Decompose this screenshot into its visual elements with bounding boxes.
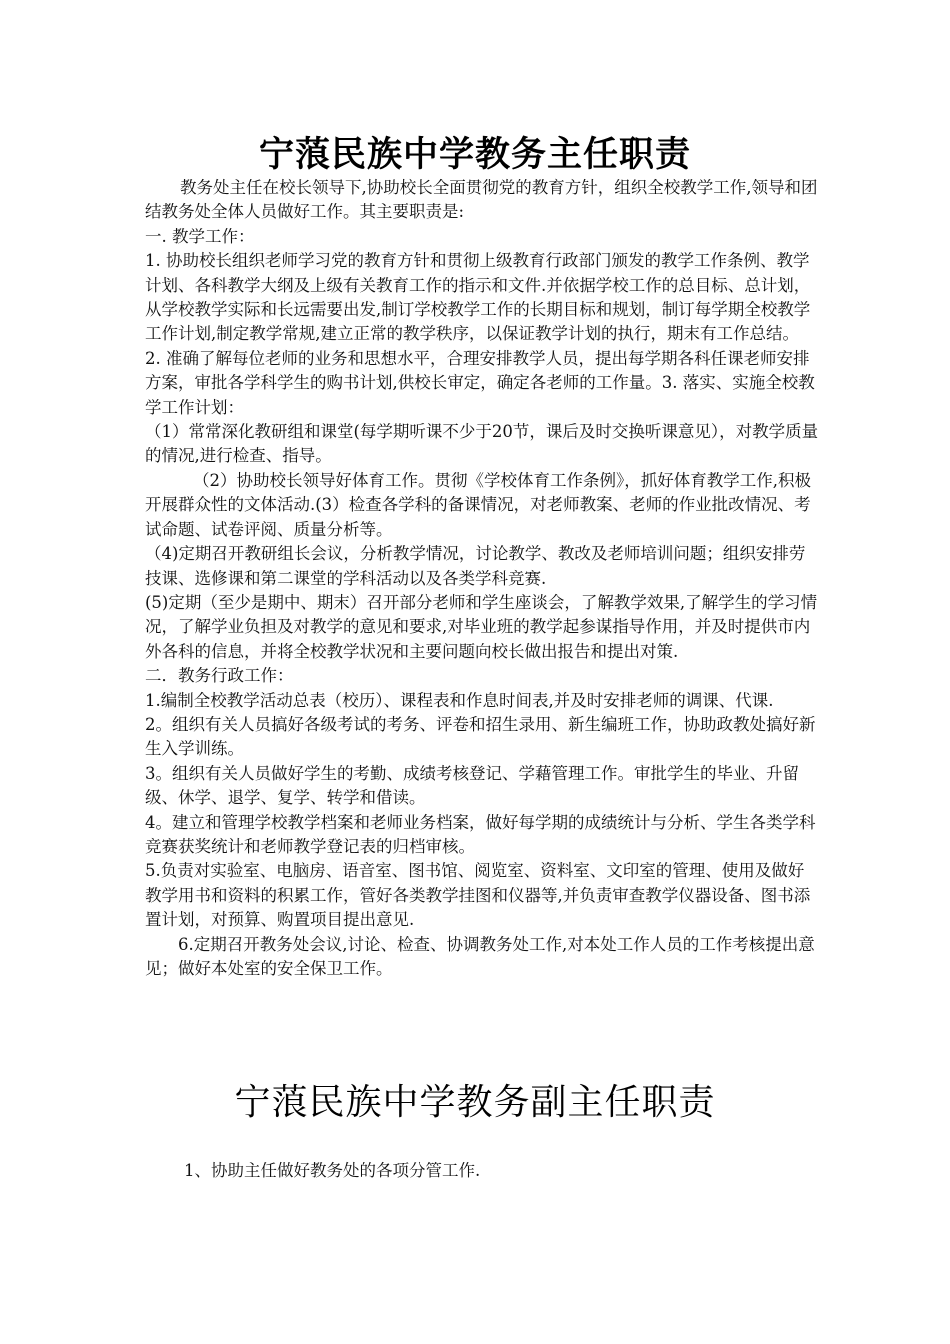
admin-item-2: 2。组织有关人员搞好各级考试的考务、评卷和招生录用、新生编班工作，协助政教处搞好新生入学训练。 bbox=[145, 714, 816, 759]
deputy-item-1: 1、协助主任做好教务处的各项分管工作. bbox=[184, 1161, 481, 1180]
teaching-subitem-5: (5)定期（至少是期中、期末）召开部分老师和学生座谈会，了解教学效果,了解学生的学习情况，了解学业负担及对教学的意见和要求,对毕业班的教学起参谋指导作用，并及时提供市内外各科的信息，并将全校教学状况和主要问题向校长做出报告和提出对策. bbox=[145, 592, 818, 661]
intro-paragraph: 教务处主任在校长领导下,协助校长全面贯彻党的教育方针，组织全校教学工作,领导和团结教务处全体人员做好工作。其主要职责是: bbox=[145, 178, 818, 222]
teaching-subitem-1: （1）常常深化教研组和课堂(每学期听课不少于20节，课后及时交换听课意见），对教学质量的情况,进行检查、指导。 bbox=[145, 422, 819, 466]
section-heading-teaching: 一. 教学工作： bbox=[145, 226, 255, 246]
admin-item-5: 5.负责对实验室、电脑房、语音室、图书馆、阅览室、资料室、文印室的管理、使用及做好教学用书和资料的积累工作，管好各类教学挂图和仪器等,并负责审查教学仪器设备、图书添置计划，对预算、购置项目提出意见. bbox=[145, 861, 811, 930]
teaching-subitem-2: （2）协助校长领导好体育工作。贯彻《学校体育工作条例》，抓好体育教学工作,积极开展群众性的文体活动.(3）检查各学科的备课情况，对老师教案、老师的作业批改情况、考试命题、试卷评阅、质量分析等。 bbox=[145, 470, 811, 539]
admin-item-1: 1.编制全校教学活动总表（校历）、课程表和作息时间表,并及时安排老师的调课、代课. bbox=[145, 690, 774, 710]
teaching-subitem-4: （4)定期召开教研组长会议，分析教学情况，讨论教学、教改及老师培训问题；组织安排劳技课、选修课和第二课堂的学科活动以及各类学科竞赛. bbox=[145, 544, 806, 588]
admin-item-3: 3。组织有关人员做好学生的考勤、成绩考核登记、学藉管理工作。审批学生的毕业、升留级、休学、退学、复学、转学和借读。 bbox=[145, 763, 799, 808]
admin-item-4: 4。建立和管理学校教学档案和老师业务档案，做好每学期的成绩统计与分析、学生各类学科竞赛获奖统计和老师教学登记表的归档审核。 bbox=[145, 812, 816, 856]
deputy-section-title: 宁蒗民族中学教务副主任职责 bbox=[234, 1082, 716, 1123]
teaching-item-1: 1. 协助校长组织老师学习党的教育方针和贯彻上级教育行政部门颁发的教学工作条例、教学计划、各科教学大纲及上级有关教育工作的指示和文件.并依据学校工作的总目标、总计划，从学校教学实际和长远需要出发,制订学校教学工作的长期目标和规划，制订每学期全校教学工作计划,制定教学常规,建立正常的教学秩序，以保证教学计划的执行，期末有工作总结。 bbox=[145, 251, 811, 344]
document-title: 宁蒗民族中学教务主任职责 bbox=[258, 135, 691, 175]
section-heading-admin: 二．教务行政工作： bbox=[145, 666, 294, 686]
teaching-item-2: 2. 准确了解每位老师的业务和思想水平，合理安排教学人员，提出每学期各科任课老师安排方案，审批各学科学生的购书计划,供校长审定，确定各老师的工作量。3. 落实、实施全校教学工作计划： bbox=[145, 348, 815, 417]
admin-item-6: 6.定期召开教务处会议,讨论、检查、协调教务处工作,对本处工作人员的工作考核提出意见；做好本处室的安全保卫工作。 bbox=[145, 934, 815, 978]
document-body bbox=[145, 176, 820, 981]
